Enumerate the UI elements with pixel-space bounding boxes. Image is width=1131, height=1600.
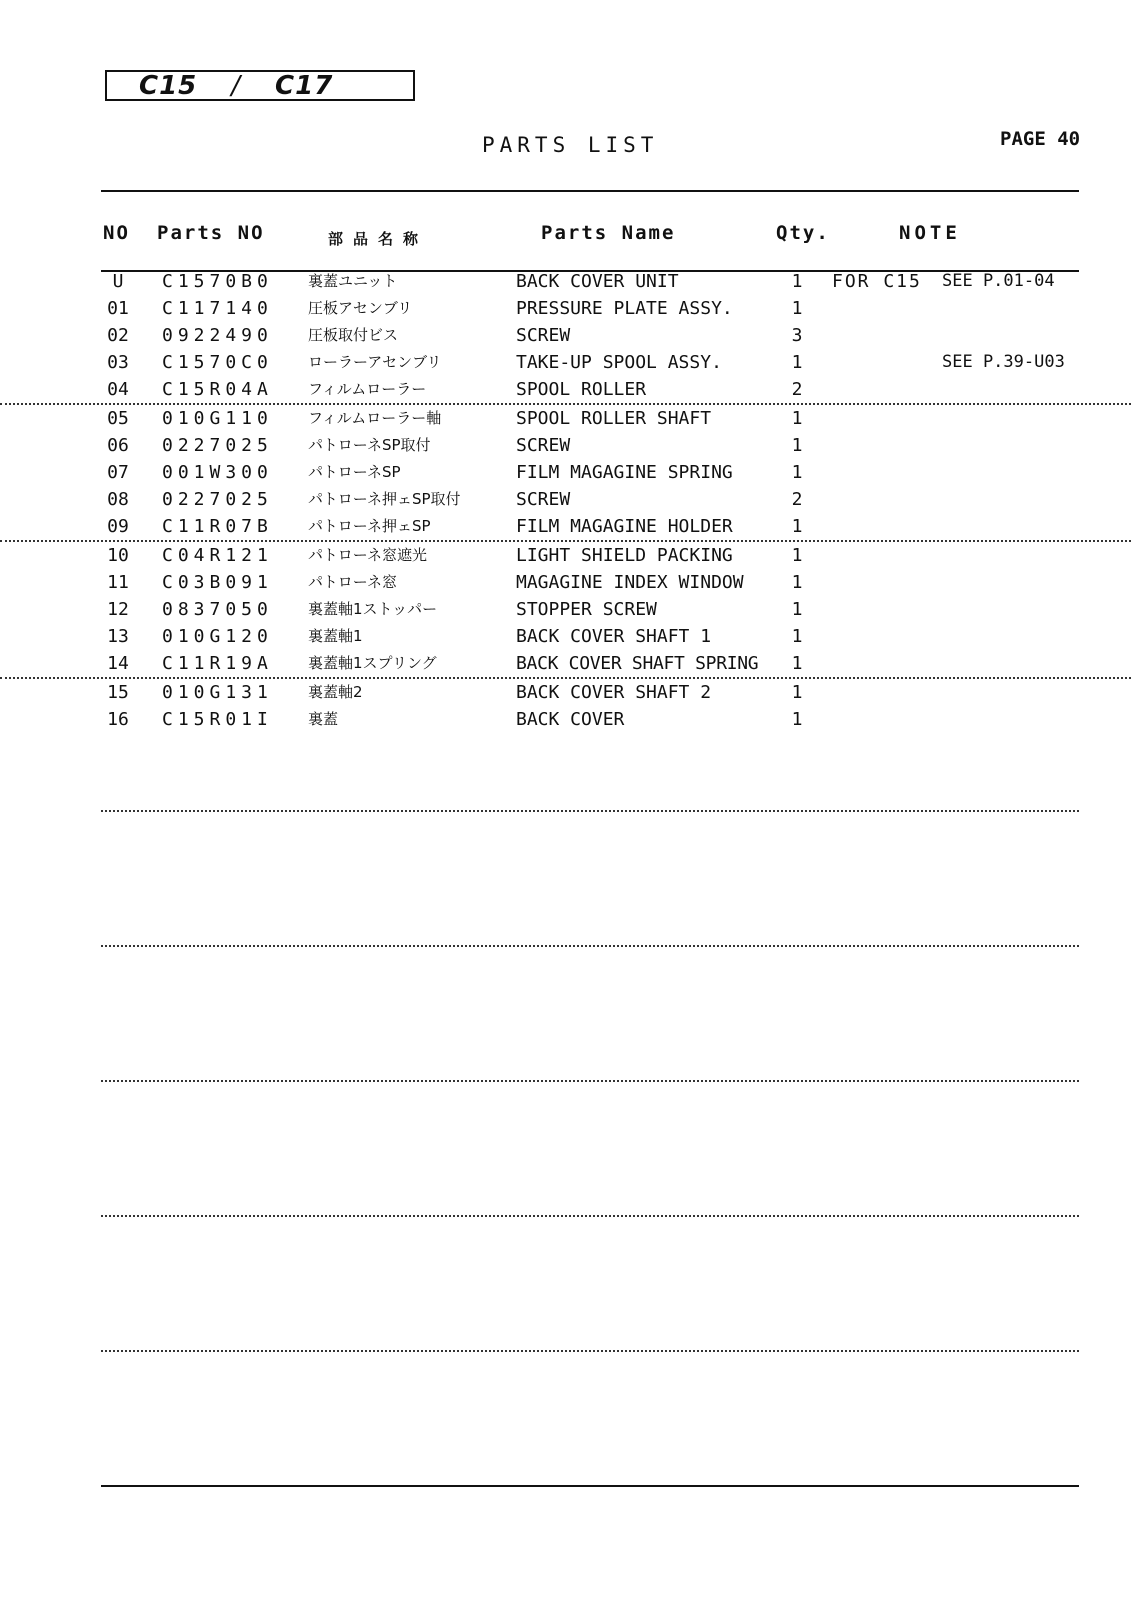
- table-row: [0, 706, 1131, 733]
- row-qty: 1: [791, 435, 803, 456]
- blank-section-divider: [101, 1080, 1079, 1082]
- row-parts-no: 0922490: [162, 325, 273, 346]
- row-qty: 1: [791, 572, 803, 593]
- row-note-2: SEE P.39-U03: [942, 352, 1065, 372]
- table-row: [0, 268, 1131, 295]
- row-parts-no: C15R04A: [162, 379, 273, 400]
- row-no: 03: [107, 352, 129, 373]
- row-parts-no: C117140: [162, 298, 273, 319]
- row-parts-name: PRESSURE PLATE ASSY.: [516, 298, 733, 319]
- row-jp-name: パトローネ押ェSP: [308, 517, 431, 535]
- row-jp-name: 裏蓋軸1ストッパー: [308, 600, 438, 618]
- row-parts-name: FILM MAGAGINE SPRING: [516, 462, 733, 483]
- table-row: [0, 322, 1131, 349]
- row-no: 16: [107, 709, 129, 730]
- row-qty: 1: [791, 709, 803, 730]
- header-parts-no: Parts NO: [157, 222, 265, 244]
- row-qty: 1: [791, 408, 803, 429]
- model-c15: C15: [139, 70, 198, 101]
- row-parts-name: BACK COVER SHAFT 2: [516, 682, 712, 703]
- row-no: 06: [107, 435, 129, 456]
- row-jp-name: パトローネSP: [308, 463, 401, 481]
- row-qty: 1: [791, 626, 803, 647]
- row-no: 11: [107, 572, 129, 593]
- row-parts-no: C1570C0: [162, 352, 273, 373]
- row-no: 12: [107, 599, 129, 620]
- row-parts-no: C11R07B: [162, 516, 273, 537]
- bottom-rule: [101, 1485, 1079, 1487]
- row-parts-no: 0837050: [162, 599, 273, 620]
- row-jp-name: 裏蓋軸2: [308, 683, 363, 701]
- header-no: NO: [103, 222, 130, 244]
- row-parts-name: SPOOL ROLLER: [516, 379, 647, 400]
- row-parts-no: 0227025: [162, 435, 273, 456]
- row-no: 07: [107, 462, 129, 483]
- row-jp-name: フィルムローラー: [308, 380, 427, 398]
- row-no: U: [112, 271, 124, 292]
- table-row: [0, 542, 1131, 569]
- table-row: [0, 623, 1131, 650]
- row-no: 13: [107, 626, 129, 647]
- row-jp-name: パトローネ窓: [308, 573, 397, 591]
- row-jp-name: 裏蓋軸1: [308, 627, 363, 645]
- row-parts-name: BACK COVER: [516, 709, 625, 730]
- row-no: 10: [107, 545, 129, 566]
- row-parts-name: FILM MAGAGINE HOLDER: [516, 516, 733, 537]
- row-qty: 2: [791, 379, 803, 400]
- row-parts-no: C1570B0: [162, 271, 273, 292]
- row-parts-name: SCREW: [516, 435, 571, 456]
- top-rule: [101, 190, 1079, 192]
- row-jp-name: 裏蓋軸1スプリング: [308, 654, 437, 672]
- row-parts-name: TAKE-UP SPOOL ASSY.: [516, 352, 722, 373]
- row-parts-no: 0227025: [162, 489, 273, 510]
- table-row: [0, 459, 1131, 486]
- row-jp-name: パトローネ窓遮光: [308, 546, 427, 564]
- row-parts-no: 001W300: [162, 462, 273, 483]
- row-no: 14: [107, 653, 129, 674]
- table-row: [0, 569, 1131, 596]
- row-parts-name: LIGHT SHIELD PACKING: [516, 545, 733, 566]
- model-label-box: [105, 70, 415, 101]
- row-no: 02: [107, 325, 129, 346]
- row-parts-no: C15R01I: [162, 709, 273, 730]
- header-note: NOTE: [899, 222, 961, 244]
- table-row: [0, 679, 1131, 706]
- blank-section-divider: [101, 1350, 1079, 1352]
- page-number: PAGE 40: [1000, 128, 1081, 150]
- row-parts-name: BACK COVER SHAFT 1: [516, 626, 712, 647]
- model-separator: /: [231, 70, 242, 101]
- row-no: 04: [107, 379, 129, 400]
- row-qty: 1: [791, 545, 803, 566]
- row-jp-name: ローラーアセンブリ: [308, 353, 442, 371]
- row-parts-no: 010G110: [162, 408, 273, 429]
- row-jp-name: パトローネ押ェSP取付: [308, 490, 461, 508]
- row-jp-name: 裏蓋ユニット: [308, 272, 398, 290]
- table-row: [0, 513, 1131, 542]
- table-row: [0, 432, 1131, 459]
- table-row: [0, 486, 1131, 513]
- row-parts-name: SPOOL ROLLER SHAFT: [516, 408, 712, 429]
- parts-table: [0, 268, 1131, 733]
- row-qty: 1: [791, 599, 803, 620]
- row-parts-name: SCREW: [516, 325, 571, 346]
- row-jp-name: パトローネSP取付: [308, 436, 431, 454]
- row-parts-no: C03B091: [162, 572, 273, 593]
- blank-section-divider: [101, 810, 1079, 812]
- row-parts-name: BACK COVER UNIT: [516, 271, 679, 292]
- row-jp-name: 圧板取付ビス: [308, 326, 399, 344]
- row-note-1: FOR C15: [832, 271, 922, 292]
- page-title: PARTS LIST: [482, 133, 659, 157]
- table-row: [0, 405, 1131, 432]
- row-qty: 1: [791, 352, 803, 373]
- model-c17: C17: [275, 70, 334, 101]
- row-jp-name: 圧板アセンブリ: [308, 299, 413, 317]
- row-parts-name: MAGAGINE INDEX WINDOW: [516, 572, 744, 593]
- row-qty: 1: [791, 516, 803, 537]
- row-qty: 2: [791, 489, 803, 510]
- row-no: 01: [107, 298, 129, 319]
- row-no: 05: [107, 408, 129, 429]
- table-row: [0, 650, 1131, 679]
- row-qty: 1: [791, 298, 803, 319]
- row-parts-name: SCREW: [516, 489, 571, 510]
- header-qty: Qty.: [776, 222, 830, 244]
- row-no: 15: [107, 682, 129, 703]
- table-row: [0, 295, 1131, 322]
- row-no: 09: [107, 516, 129, 537]
- table-row: [0, 596, 1131, 623]
- row-parts-name: STOPPER SCREW: [516, 599, 657, 620]
- row-parts-no: C11R19A: [162, 653, 273, 674]
- blank-section-divider: [101, 1215, 1079, 1217]
- blank-section-divider: [101, 945, 1079, 947]
- row-parts-name: BACK COVER SHAFT SPRING: [516, 653, 759, 674]
- header-parts-name: Parts Name: [541, 222, 676, 244]
- table-row: [0, 349, 1131, 376]
- row-no: 08: [107, 489, 129, 510]
- row-qty: 1: [791, 271, 803, 292]
- row-qty: 1: [791, 462, 803, 483]
- row-qty: 1: [791, 653, 803, 674]
- row-qty: 1: [791, 682, 803, 703]
- row-note-2: SEE P.01-04: [942, 271, 1055, 291]
- row-parts-no: 010G131: [162, 682, 273, 703]
- row-parts-no: 010G120: [162, 626, 273, 647]
- row-jp-name: 裏蓋: [308, 710, 339, 728]
- row-jp-name: フィルムローラー軸: [308, 409, 442, 427]
- header-jp-name: 部品名称: [328, 230, 429, 248]
- row-qty: 3: [791, 325, 803, 346]
- table-row: [0, 376, 1131, 405]
- row-parts-no: C04R121: [162, 545, 273, 566]
